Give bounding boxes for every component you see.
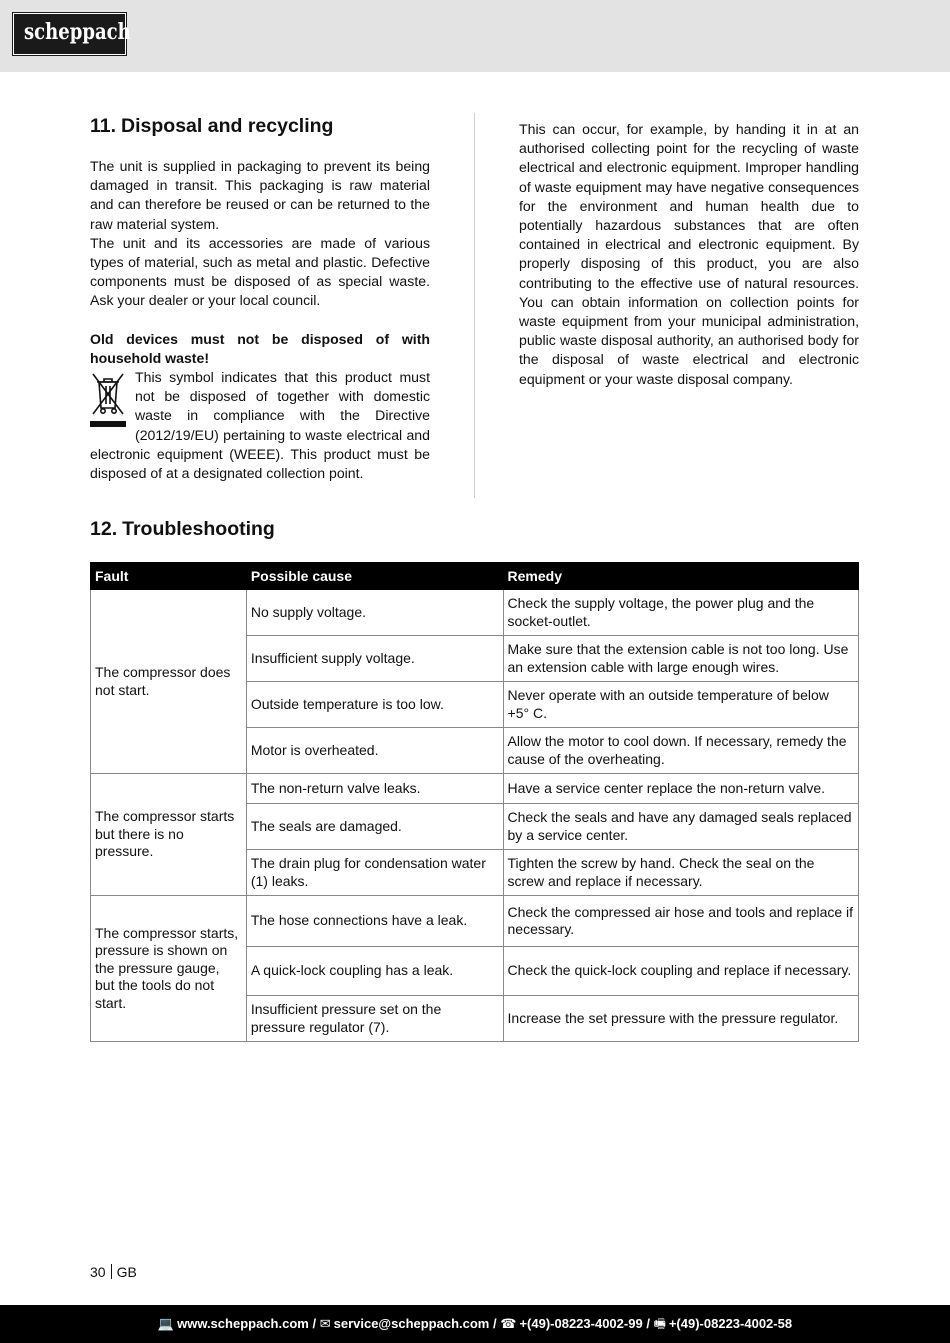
remedy-cell: Check the seals and have any damaged seals replaced by a service center. [503, 804, 858, 850]
table-row [91, 896, 859, 947]
footer-email[interactable]: service@scheppach.com [333, 1316, 490, 1331]
header-cause: Possible cause [246, 563, 503, 590]
troubleshooting-table [90, 562, 859, 1042]
disposal-heading [90, 112, 430, 140]
remedy-cell: Make sure that the extension cable is not too long. Use an extension cable with large enough wires. [503, 636, 858, 682]
disposal-left-column [90, 112, 430, 483]
weee-text: This symbol indicates that this product must not be disposed of together with domestic waste in compliance with the Directive (2012/19/EU) pertaining to waste electrical and electronic equipment (WEEE). This product must be disposed of at a designated collection point. [90, 369, 430, 482]
column-divider [474, 113, 475, 498]
collection-paragraph: This can occur, for example, by handing it in at an authorised collecting point for the recycling of waste electrical and electronic equipment. Improper handling of waste equipment may have negative consequences for the environment and human health due to potentially hazardous substances that are often contained in electrical and electronic equipment. By properly disposing of this product, you are also contributing to the effective use of natural resources. You can obtain information on collection points for waste equipment from your municipal administration, public waste disposal authority, an authorised body for the disposal of waste electrical and electronic equipment or your waste disposal company. [519, 121, 859, 387]
footer-website[interactable]: www.scheppach.com [177, 1316, 309, 1331]
cause-cell: The hose connections have a leak. [246, 896, 503, 947]
cause-cell: The non-return valve leaks. [246, 774, 503, 804]
fault-cell: The compressor does not start. [91, 590, 247, 774]
remedy-cell: Check the supply voltage, the power plug and the socket-outlet. [503, 590, 858, 636]
remedy-cell: Check the quick-lock coupling and replace if necessary. [503, 947, 858, 996]
remedy-cell: Never operate with an outside temperature of below +5° C. [503, 682, 858, 728]
cause-cell: Insufficient supply voltage. [246, 636, 503, 682]
section-title: Disposal and recycling [121, 115, 334, 137]
logo-text: scheppach [23, 19, 131, 45]
materials-paragraph: The unit and its accessories are made of various types of material, such as metal and plastic. Defective components must be disposed of as special waste. Ask your dealer or your local council. [90, 234, 430, 309]
remedy-cell: Tighten the screw by hand. Check the seal on the screw and replace if necessary. [503, 850, 858, 896]
section-number: 12. [90, 518, 118, 540]
footer-separator: / [312, 1316, 317, 1331]
header-band [0, 0, 950, 72]
weee-underline-bar [90, 421, 126, 427]
cause-cell: The drain plug for condensation water (1) leaks. [246, 850, 503, 896]
section-number: 11. [90, 115, 117, 137]
crossed-out-wheelie-bin-icon [90, 370, 128, 436]
packaging-paragraph: The unit is supplied in packaging to prevent its being damaged in transit. This packaging is raw material and can therefore be reused or can be returned to the raw material system. [90, 158, 430, 232]
footer-separator: / [493, 1316, 497, 1331]
fault-cell: The compressor starts but there is no pressure. [91, 774, 247, 896]
laptop-icon: 💻 [157, 1316, 175, 1331]
remedy-cell: Have a service center replace the non-return valve. [503, 774, 858, 804]
page-number-separator [111, 1264, 112, 1279]
remedy-cell: Allow the motor to cool down. If necessary, remedy the cause of the overheating. [503, 728, 858, 774]
household-waste-warning: Old devices must not be disposed of with household waste! [90, 330, 430, 366]
envelope-icon: ✉ [319, 1316, 331, 1331]
disposal-right-column [519, 120, 859, 389]
section-title: Troubleshooting [122, 518, 275, 540]
cause-cell: No supply voltage. [246, 590, 503, 636]
fault-cell: The compressor starts, pressure is shown on the pressure gauge, but the tools do not start. [91, 896, 247, 1042]
table-row [91, 774, 859, 804]
scheppach-logo [13, 13, 131, 55]
remedy-cell: Increase the set pressure with the pressure regulator. [503, 996, 858, 1042]
footer-phone: +(49)-08223-4002-99 [519, 1316, 643, 1331]
footer-bar [0, 1305, 950, 1343]
cause-cell: A quick-lock coupling has a leak. [246, 947, 503, 996]
footer-fax: +(49)-08223-4002-58 [668, 1316, 793, 1331]
weee-notice [90, 368, 430, 483]
table-header-row [91, 563, 859, 590]
remedy-cell: Check the compressed air hose and tools and replace if necessary. [503, 896, 858, 947]
table-row [91, 590, 859, 636]
cause-cell: Motor is overheated. [246, 728, 503, 774]
header-remedy: Remedy [503, 563, 858, 590]
page-language: GB [116, 1264, 137, 1280]
telephone-icon: ☎ [500, 1316, 517, 1331]
page-number [90, 1264, 137, 1280]
cause-cell: Outside temperature is too low. [246, 682, 503, 728]
header-fault: Fault [91, 563, 247, 590]
cause-cell: The seals are damaged. [246, 804, 503, 850]
fax-icon: 🖷 [653, 1316, 666, 1331]
footer-separator: / [646, 1316, 650, 1331]
page-number-value: 30 [90, 1264, 106, 1280]
cause-cell: Insufficient pressure set on the pressure regulator (7). [246, 996, 503, 1042]
troubleshooting-heading [90, 515, 275, 543]
